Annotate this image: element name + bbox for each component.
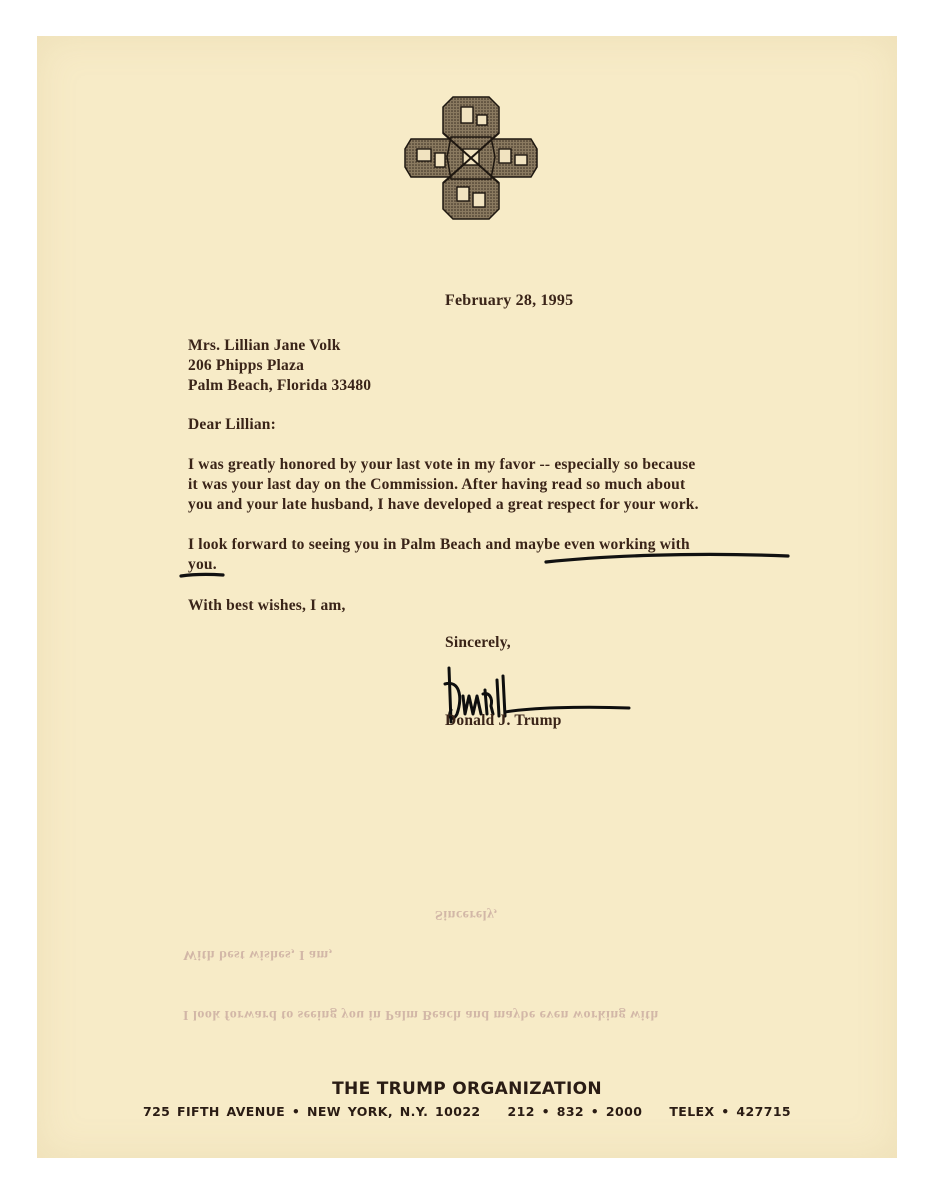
organization-contact: [37, 1104, 897, 1119]
recipient-street: 206 Phipps Plaza: [188, 357, 305, 374]
organization-name: THE TRUMP ORGANIZATION: [332, 1079, 602, 1099]
show-through-text-1: Sincerely,: [435, 907, 498, 922]
letter-paper: [37, 36, 897, 1158]
recipient-city: Palm Beach, Florida 33480: [188, 377, 372, 394]
body2-line-1-start: I look forward to seeing you in Palm Beach: [188, 536, 486, 553]
handwritten-underline-mark-2: [177, 568, 227, 582]
salutation: Dear Lillian:: [188, 416, 276, 433]
organization-telex: TELEX • 427715: [669, 1104, 792, 1119]
organization-phone: 212 • 832 • 2000: [507, 1104, 643, 1119]
letter-date: February 28, 1995: [445, 292, 574, 309]
trump-organization-logo: [403, 89, 539, 225]
sign-off: Sincerely,: [445, 634, 511, 651]
show-through-text-2: With best wishes, I am,: [183, 947, 333, 962]
body-line-3: you and your late husband, I have developed a great respect for your work.: [188, 496, 699, 513]
organization-address: 725 FIFTH AVENUE • NEW YORK, N.Y. 10022: [142, 1104, 481, 1119]
body2-line-1-underlined: and maybe even working with: [485, 536, 690, 553]
body-line-1: I was greatly honored by your last vote in my favor -- especially so because: [188, 456, 696, 473]
show-through-text-3: I look forward to seeing you in Palm Beach and maybe even working with: [183, 1007, 659, 1022]
body-line-2: it was your last day on the Commission. After having read so much about: [188, 476, 686, 493]
handwritten-underline-mark: [542, 546, 792, 568]
recipient-name: Mrs. Lillian Jane Volk: [188, 337, 341, 354]
body2-line-2: you.: [188, 556, 217, 573]
closing-line: With best wishes, I am,: [188, 597, 346, 614]
signatory-name: Donald J. Trump: [445, 712, 562, 729]
